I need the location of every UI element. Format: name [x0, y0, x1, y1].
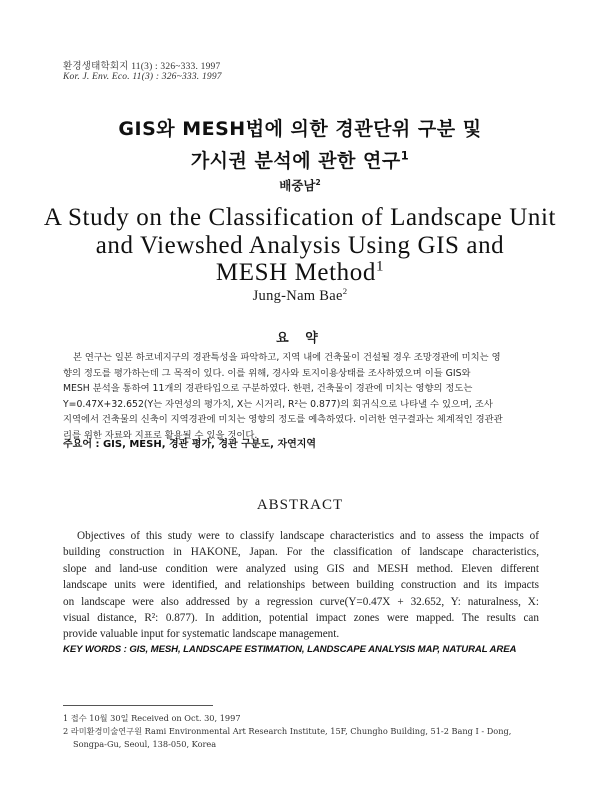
korean-abstract-heading: 요 약 — [276, 331, 324, 346]
english-abstract-line: visual distance, R²: 0.877). In addition, potential impact zones were mapped. The results can — [63, 612, 539, 625]
korean-title-line2 — [0, 146, 600, 173]
abstract-heading: ABSTRACT — [256, 497, 344, 513]
footnote-2-line1: 2 라미환경미술연구원 Rami Environmental Art Research Institute, 15F, Chungho Building, 51-2 Bang I - Dong, — [63, 726, 512, 736]
korean-title-line2-text: 가시권 분석에 관한 연구 — [190, 150, 401, 172]
english-author — [0, 288, 600, 305]
english-author-footnote-mark: 2 — [342, 286, 348, 297]
korean-author-footnote-mark: 2 — [315, 177, 321, 187]
english-abstract-body — [63, 528, 539, 643]
footnote-1 — [63, 712, 543, 725]
english-title-line1: A Study on the Classification of Landscape Unit — [43, 204, 557, 231]
korean-title-footnote-mark: 1 — [400, 148, 410, 163]
korean-author — [0, 176, 600, 194]
journal-citation-english: Kor. J. Env. Eco. 11(3) : 326~333. 1997 — [63, 72, 222, 82]
korean-abstract-line: 지역에서 건축물의 신축이 지역경관에 미치는 영향의 정도를 예측하였다. 이러한 연구결과는 체계적인 경관관 — [63, 414, 503, 426]
korean-abstract-line: 향의 정도를 평가하는데 그 목적이 있다. 이를 위해, 경사와 토지이용상태를 조사하였으며 이들 GIS와 — [63, 367, 471, 379]
footnote-divider — [63, 705, 213, 706]
english-title-line3 — [0, 259, 600, 287]
english-abstract-line: Objectives of this study were to classify landscape characteristics and to assess the impacts of — [77, 530, 539, 542]
korean-title-line1: GIS와 MESH법에 의한 경관단위 구분 및 — [118, 118, 482, 140]
english-keywords: KEY WORDS : GIS, MESH, LANDSCAPE ESTIMATION, LANDSCAPE ANALYSIS MAP, NATURAL AREA — [63, 644, 517, 655]
english-title-line2: and Viewshed Analysis Using GIS and — [95, 232, 505, 259]
english-title-footnote-mark: 1 — [375, 258, 385, 275]
footnote-1-text: 1 접수 10월 30일 Received on Oct. 30, 1997 — [63, 713, 241, 723]
footnote-2 — [63, 725, 543, 750]
english-author-name: Jung-Nam Bae — [252, 288, 343, 304]
korean-abstract-body — [63, 350, 539, 444]
korean-keywords: 주요어 : GIS, MESH, 경관 평가, 경관 구분도, 자연지역 — [63, 439, 317, 450]
english-abstract-line: building construction in HAKONE, Japan. For the classification of landscape characteristics, — [63, 546, 539, 559]
korean-author-name: 배중남 — [279, 178, 316, 193]
english-abstract-line: landscape units were identified, and relationships between building construction and its impacts — [63, 579, 539, 592]
korean-abstract-line: Y=0.47X+32.652(Y는 자연성의 평가치, X는 시거리, R²는 0.877)의 회귀식으로 나타낼 수 있으며, 조사 — [63, 398, 493, 410]
english-title-line3-text: MESH Method — [215, 259, 376, 286]
english-abstract-line: provide valuable input for systematic landscape management. — [63, 628, 340, 641]
english-abstract-line: slope and land-use condition were analyzed using GIS and MESH method. Eleven different — [63, 562, 539, 575]
english-abstract-line: on landscape were also addressed by a regression curve(Y=0.47X + 32.652, Y: naturalness, X: — [63, 595, 539, 608]
korean-abstract-line: 본 연구는 일본 하코네지구의 경관특성을 파악하고, 지역 내에 건축물이 건설될 경우 조망경관에 미치는 영 — [73, 352, 501, 363]
journal-citation-korean: 환경생태학회지 11(3) : 326~333. 1997 — [63, 62, 221, 72]
korean-abstract-line: MESH 분석을 통하여 11개의 경관타입으로 구분하였다. 한편, 건축물이 경관에 미치는 영향의 정도는 — [63, 383, 473, 395]
korean-abstract-line: 리를 위한 자료와 지표로 활용될 수 있을 것이다. — [63, 429, 258, 441]
footnote-2-line2: Songpa-Gu, Seoul, 138-050, Korea — [73, 738, 217, 749]
